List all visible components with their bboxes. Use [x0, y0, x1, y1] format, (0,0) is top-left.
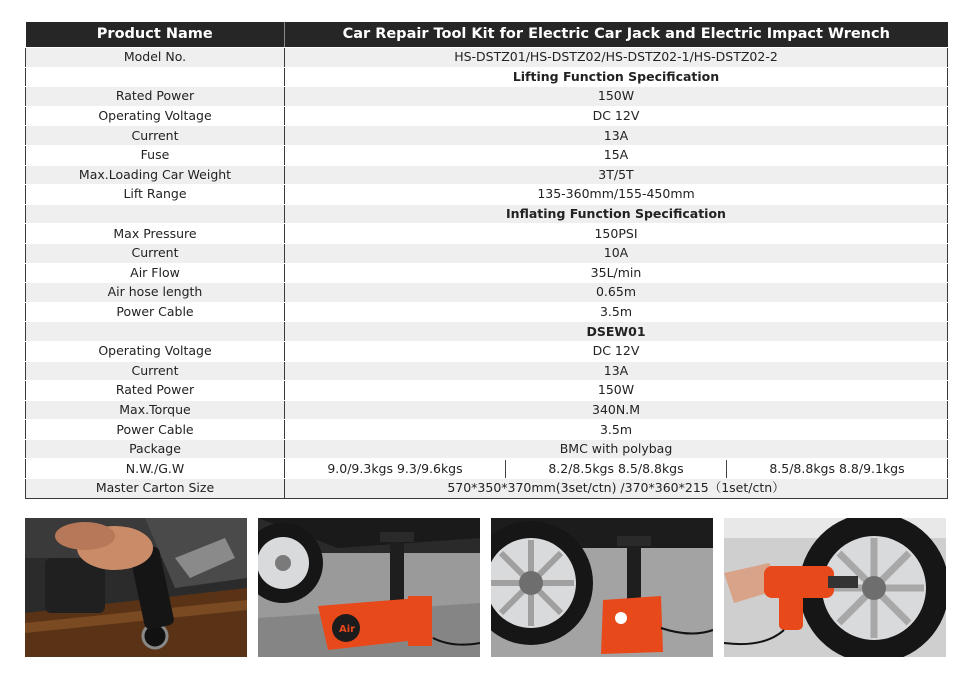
- spec-row: [26, 185, 948, 205]
- photo-impact-wrench-wheel: [724, 518, 946, 657]
- spec-value: Inflating Function Specification: [285, 204, 948, 224]
- spec-row: [26, 263, 948, 283]
- spec-row: [26, 126, 948, 146]
- spec-row: [26, 341, 948, 361]
- section-row: [26, 204, 948, 224]
- spec-value: 3.5m: [285, 302, 948, 322]
- spec-value: 150W: [285, 381, 948, 401]
- spec-row: [26, 439, 948, 459]
- spec-label: Operating Voltage: [26, 106, 285, 126]
- spec-row: [26, 302, 948, 322]
- spec-row: [26, 420, 948, 440]
- spec-label: Package: [26, 439, 285, 459]
- spec-label: Current: [26, 361, 285, 381]
- section-row: [26, 67, 948, 87]
- spec-label: Power Cable: [26, 302, 285, 322]
- spec-row: [26, 283, 948, 303]
- spec-value: 35L/min: [285, 263, 948, 283]
- spec-row: [26, 106, 948, 126]
- spec-value: 135-360mm/155-450mm: [285, 185, 948, 205]
- spec-value: 3T/5T: [285, 165, 948, 185]
- header-product-title: Car Repair Tool Kit for Electric Car Jack and Electric Impact Wrench: [285, 22, 948, 48]
- spec-label: Model No.: [26, 48, 285, 68]
- section-row: [26, 322, 948, 342]
- spec-row: [26, 165, 948, 185]
- spec-row: [26, 145, 948, 165]
- spec-table: [25, 22, 948, 499]
- spec-label: Rated Power: [26, 87, 285, 107]
- spec-value: 13A: [285, 126, 948, 146]
- spec-value: 15A: [285, 145, 948, 165]
- nw-gw-label: N.W./G.W: [26, 459, 285, 479]
- spec-label: [26, 204, 285, 224]
- spec-value: DC 12V: [285, 106, 948, 126]
- photo-jack-beside-wheel: [491, 518, 713, 657]
- jack-air-label: Air: [339, 624, 356, 635]
- spec-label: Max.Loading Car Weight: [26, 165, 285, 185]
- spec-row: [26, 243, 948, 263]
- spec-label: Air Flow: [26, 263, 285, 283]
- spec-label: Current: [26, 243, 285, 263]
- spec-value: 13A: [285, 361, 948, 381]
- spec-label: [26, 322, 285, 342]
- spec-label: Operating Voltage: [26, 341, 285, 361]
- spec-body: [26, 48, 948, 499]
- nw-gw-values: [285, 459, 948, 479]
- spec-label: Current: [26, 126, 285, 146]
- spec-label: Max.Torque: [26, 400, 285, 420]
- spec-row: [26, 224, 948, 244]
- nw-gw-row: [26, 459, 948, 479]
- spec-row: [26, 400, 948, 420]
- spec-value: 150PSI: [285, 224, 948, 244]
- spec-label: Lift Range: [26, 185, 285, 205]
- spec-value: HS-DSTZ01/HS-DSTZ02/HS-DSTZ02-1/HS-DSTZ02-2: [285, 48, 948, 68]
- photo-car-socket-charger: [25, 518, 247, 657]
- nw-gw-value: 8.5/8.8kgs 8.8/9.1kgs: [726, 460, 947, 478]
- carton-row: [26, 479, 948, 499]
- spec-label: Fuse: [26, 145, 285, 165]
- spec-value: 10A: [285, 243, 948, 263]
- spec-value: DSEW01: [285, 322, 948, 342]
- spec-value: Lifting Function Specification: [285, 67, 948, 87]
- carton-label: Master Carton Size: [26, 479, 285, 499]
- nw-gw-value: 9.0/9.3kgs 9.3/9.6kgs: [327, 460, 463, 476]
- header-product-name: Product Name: [26, 22, 285, 48]
- spec-row: [26, 87, 948, 107]
- carton-value: 570*350*370mm(3set/ctn) /370*360*215（1set/ctn）: [285, 479, 948, 499]
- header-row: [26, 22, 948, 48]
- spec-label: Power Cable: [26, 420, 285, 440]
- spec-value: 0.65m: [285, 283, 948, 303]
- spec-value: 150W: [285, 87, 948, 107]
- spec-row: [26, 381, 948, 401]
- spec-value: 3.5m: [285, 420, 948, 440]
- photo-jack-under-car: [258, 518, 480, 657]
- spec-label: Max Pressure: [26, 224, 285, 244]
- spec-label: [26, 67, 285, 87]
- spec-value: 340N.M: [285, 400, 948, 420]
- spec-row: [26, 361, 948, 381]
- spec-label: Air hose length: [26, 283, 285, 303]
- spec-row: [26, 48, 948, 68]
- spec-value: DC 12V: [285, 341, 948, 361]
- spec-label: Rated Power: [26, 381, 285, 401]
- spec-value: BMC with polybag: [285, 439, 948, 459]
- nw-gw-value: 8.2/8.5kgs 8.5/8.8kgs: [505, 460, 726, 478]
